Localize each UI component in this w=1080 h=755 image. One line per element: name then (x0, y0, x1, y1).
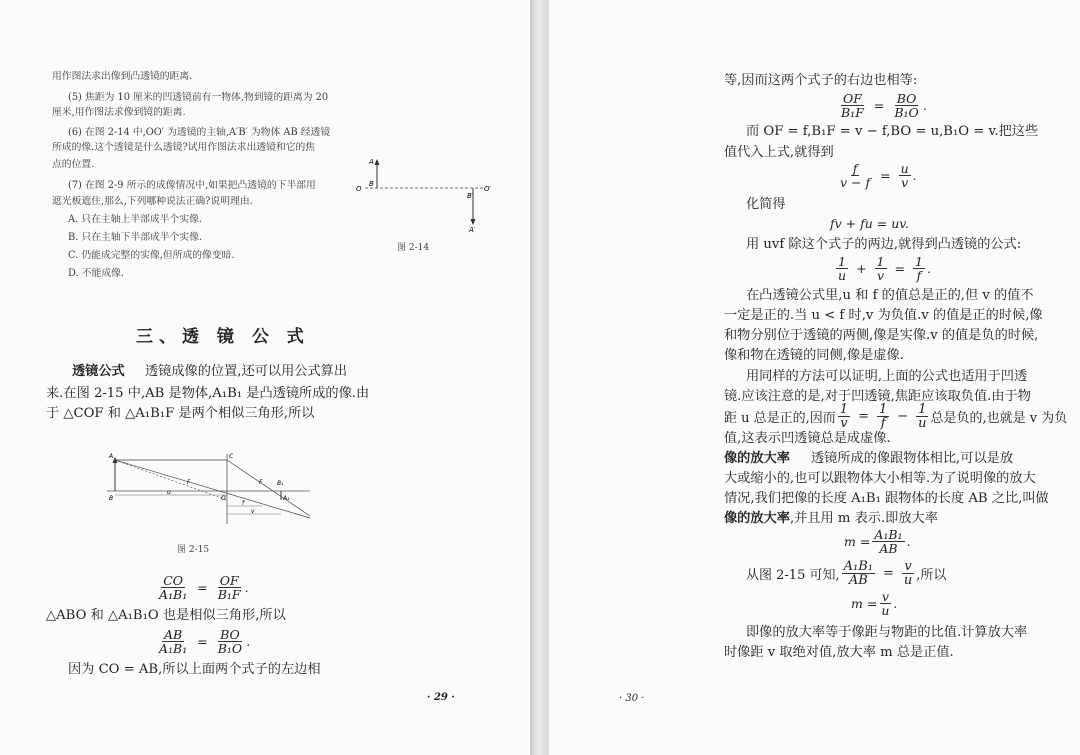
paragraph-line: 即像的放大率等于像距与物距的比值.计算放大率 (746, 625, 1028, 640)
fig-label: B (109, 495, 114, 502)
eq-op: = (873, 98, 885, 113)
fig-label: u (167, 489, 171, 496)
eq-den: AB (879, 541, 898, 556)
eq-end: . (926, 261, 931, 276)
exercise-line: (5) 焦距为 10 厘米的凹透镜前有一物体,物到镜的距离为 20 (68, 92, 329, 103)
paragraph-line: 值,这表示凹透镜总是成虚像. (724, 431, 891, 446)
eq-end: . (912, 168, 917, 183)
eq-op: − (897, 409, 909, 424)
eq-num: 1 (838, 254, 846, 269)
paragraph-line: 大或缩小的,也可以跟物体大小相等.为了说明像的放大 (724, 471, 1036, 486)
eq-den: v (840, 416, 848, 431)
eq-op: = (197, 634, 208, 649)
eq-den: B₁O (894, 105, 919, 120)
eq-num: f (852, 161, 858, 176)
equation-4 (836, 162, 917, 189)
eq-den: u (838, 268, 847, 283)
eq-end: . (906, 534, 911, 549)
fig-label: O (221, 495, 226, 502)
paragraph-line: 化简得 (746, 197, 786, 212)
paragraph-line: 来.在图 2-15 中,AB 是物体,A₁B₁ 是凸透镜所成的像.由 (46, 386, 370, 401)
eq-den: AB (848, 573, 868, 588)
figure-2-15 (105, 448, 315, 530)
paragraph-line: 等,因而这两个式子的右边也相等: (724, 73, 918, 88)
eq-num: OF (219, 573, 239, 588)
text-run: ,并且用 m 表示.即放大率 (789, 511, 938, 526)
eq-den: v (901, 175, 909, 190)
eq-num: 1 (878, 402, 888, 417)
eq-op: = (880, 168, 891, 183)
exercise-option: C. 仍能成完整的实像,但所成的像变暗. (68, 250, 235, 261)
eq-den: A₁B₁ (159, 587, 188, 602)
eq-num: BO (220, 627, 240, 642)
paragraph-line: 于 △COF 和 △A₁B₁F 是两个相似三角形,所以 (46, 406, 315, 421)
eq-lhs: m = (844, 534, 871, 549)
equation-2 (155, 628, 250, 655)
eq-end: . (922, 98, 927, 113)
paragraph-line: 值代入上式,就得到 (724, 145, 834, 160)
eq-op: = (882, 566, 894, 581)
paragraph-line: △ABO 和 △A₁B₁O 也是相似三角形,所以 (46, 608, 286, 623)
paragraph-line (724, 510, 938, 528)
equation-magnification (844, 528, 911, 555)
exercise-line: 点的位置. (52, 159, 95, 170)
eq-num: OF (842, 91, 862, 106)
eq-num: A₁B₁ (843, 559, 873, 574)
text-run: 距 u 总是正的,因而 (724, 411, 836, 426)
eq-op: = (894, 261, 905, 276)
term-title: 透镜公式 (72, 364, 125, 379)
fig-label: F (187, 479, 191, 486)
exercise-line: (6) 在图 2-14 中,OO′ 为透镜的主轴,A′B′ 为物体 AB 经透镜 (68, 127, 331, 138)
paragraph-line: 一定是正的.当 u < f 时,v 为负值.v 的值是正的时候,像 (724, 308, 1043, 323)
fig-label: A₁ (283, 495, 290, 502)
eq-den: u (881, 603, 890, 618)
fig-label: B′ (467, 192, 474, 200)
paragraph-line: 透镜成像的位置,还可以用公式算出 (145, 364, 348, 379)
text-run: ,所以 (916, 568, 947, 583)
exercise-line: 用作图法求出像到凸透镜的距离. (52, 71, 193, 82)
eq-op: + (856, 261, 867, 276)
left-page (0, 0, 530, 755)
fig-label: A (109, 453, 114, 460)
equation-magnification-2 (851, 590, 897, 617)
fig-label: F (259, 479, 263, 486)
text-run: 从图 2-15 可知, (746, 568, 840, 583)
eq-num: 1 (839, 402, 849, 417)
page-number: · 30 · (619, 693, 645, 704)
text-run: 总是负的,也就是 v 为负 (930, 411, 1068, 426)
eq-end: . (246, 634, 251, 649)
fig-label: f (242, 500, 245, 507)
exercise-option: B. 只在主轴下半部成半个实像. (68, 232, 203, 243)
eq-num: v (904, 559, 912, 574)
eq-num: BO (896, 91, 917, 106)
eq-end: . (244, 580, 249, 595)
eq-den: v (876, 268, 885, 283)
eq-num: 1 (914, 254, 923, 269)
eq-op: = (197, 580, 208, 595)
eq-den: u (903, 573, 913, 588)
paragraph-line: 情况,我们把像的长度 A₁B₁ 跟物体的长度 AB 之比,叫做 (724, 491, 1049, 506)
page-number: · 29 · (427, 692, 455, 703)
paragraph-line: 因为 CO = AB,所以上面两个式子的左边相 (68, 662, 321, 677)
eq-num: 1 (876, 254, 885, 269)
inline-equation-line (746, 560, 946, 587)
figure-caption: 图 2-15 (177, 545, 210, 555)
exercise-option: D. 不能成像. (68, 268, 125, 279)
paragraph-line: 和物分别位于透镜的两侧,像是实像.v 的值是负的时候, (724, 328, 1039, 343)
term-title: 像的放大率 (724, 451, 790, 466)
eq-num: AB (164, 627, 183, 642)
fig-label: A′ (469, 226, 476, 234)
exercise-line: 厘米,用作图法求像到镜的距离. (52, 107, 186, 118)
fig-label: A (369, 158, 374, 166)
eq-num: u (900, 161, 909, 176)
paragraph-line: 镜.应该注意的是,对于凹透镜,焦距应该取负值.由于物 (724, 389, 1031, 404)
paragraph-line: 而 OF = f,B₁F = v − f,BO = u,B₁O = v.把这些 (746, 124, 1039, 139)
eq-den: B₁F (217, 587, 241, 602)
book-gutter (530, 0, 549, 755)
eq-den: v − f (840, 175, 871, 190)
eq-den: B₁F (841, 105, 864, 120)
fig-label: O′ (484, 185, 492, 193)
eq-lhs: m = (851, 596, 878, 611)
exercise-line: (7) 在图 2-9 所示的成像情况中,如果把凸透镜的下半部用 (68, 180, 316, 191)
eq-den: f (880, 416, 886, 431)
paragraph-line: 时像距 v 取绝对值,放大率 m 总是正值. (724, 645, 954, 660)
eq-den: B₁O (217, 641, 243, 656)
eq-num: A₁B₁ (874, 527, 903, 542)
paragraph-line: 在凸透镜公式里,u 和 f 的值总是正的,但 v 的值不 (746, 288, 1034, 303)
fig-label: B₁ (277, 480, 284, 487)
eq-num: 1 (918, 402, 927, 417)
paragraph-line: 像和物在透镜的同侧,像是虚像. (724, 348, 904, 363)
eq-den: f (916, 268, 922, 283)
paragraph-line: 用同样的方法可以证明,上面的公式也适用于凹透 (746, 369, 1028, 384)
exercise-option: A. 只在主轴上半部成半个实像. (68, 214, 202, 225)
paragraph-line: 用 uvf 除这个式子的两边,就得到凸透镜的公式: (746, 237, 1022, 252)
fig-label: O (356, 185, 362, 193)
eq-num: CO (163, 573, 184, 588)
equation-1 (155, 574, 249, 601)
eq-den: A₁B₁ (159, 641, 188, 656)
exercise-line: 遮光板遮住,那么,下列哪种说法正确?说明理由. (52, 196, 253, 207)
eq-den: u (918, 416, 927, 431)
figure-caption: 图 2-14 (397, 243, 430, 253)
inline-equation-line (724, 403, 1067, 430)
equation-3 (837, 92, 927, 119)
fig-label: C (229, 453, 234, 460)
paragraph-line: 透镜所成的像跟物体相比,可以是放 (811, 451, 1014, 466)
fig-label: B (369, 180, 374, 188)
section-heading: 三、透 镜 公 式 (136, 327, 310, 347)
fig-label: v (251, 508, 255, 515)
term-inline: 像的放大率 (724, 511, 790, 526)
eq-op: = (858, 409, 869, 424)
eq-end: . (893, 596, 898, 611)
equation-5: fv + fu = uv. (830, 216, 909, 231)
equation-lens-formula (834, 255, 931, 282)
exercise-line: 所成的像.这个透镜是什么透镜?试用作图法求出透镜和它的焦 (52, 142, 316, 153)
eq-num: v (881, 589, 889, 604)
right-page (549, 0, 1080, 755)
figure-2-14 (355, 150, 505, 235)
